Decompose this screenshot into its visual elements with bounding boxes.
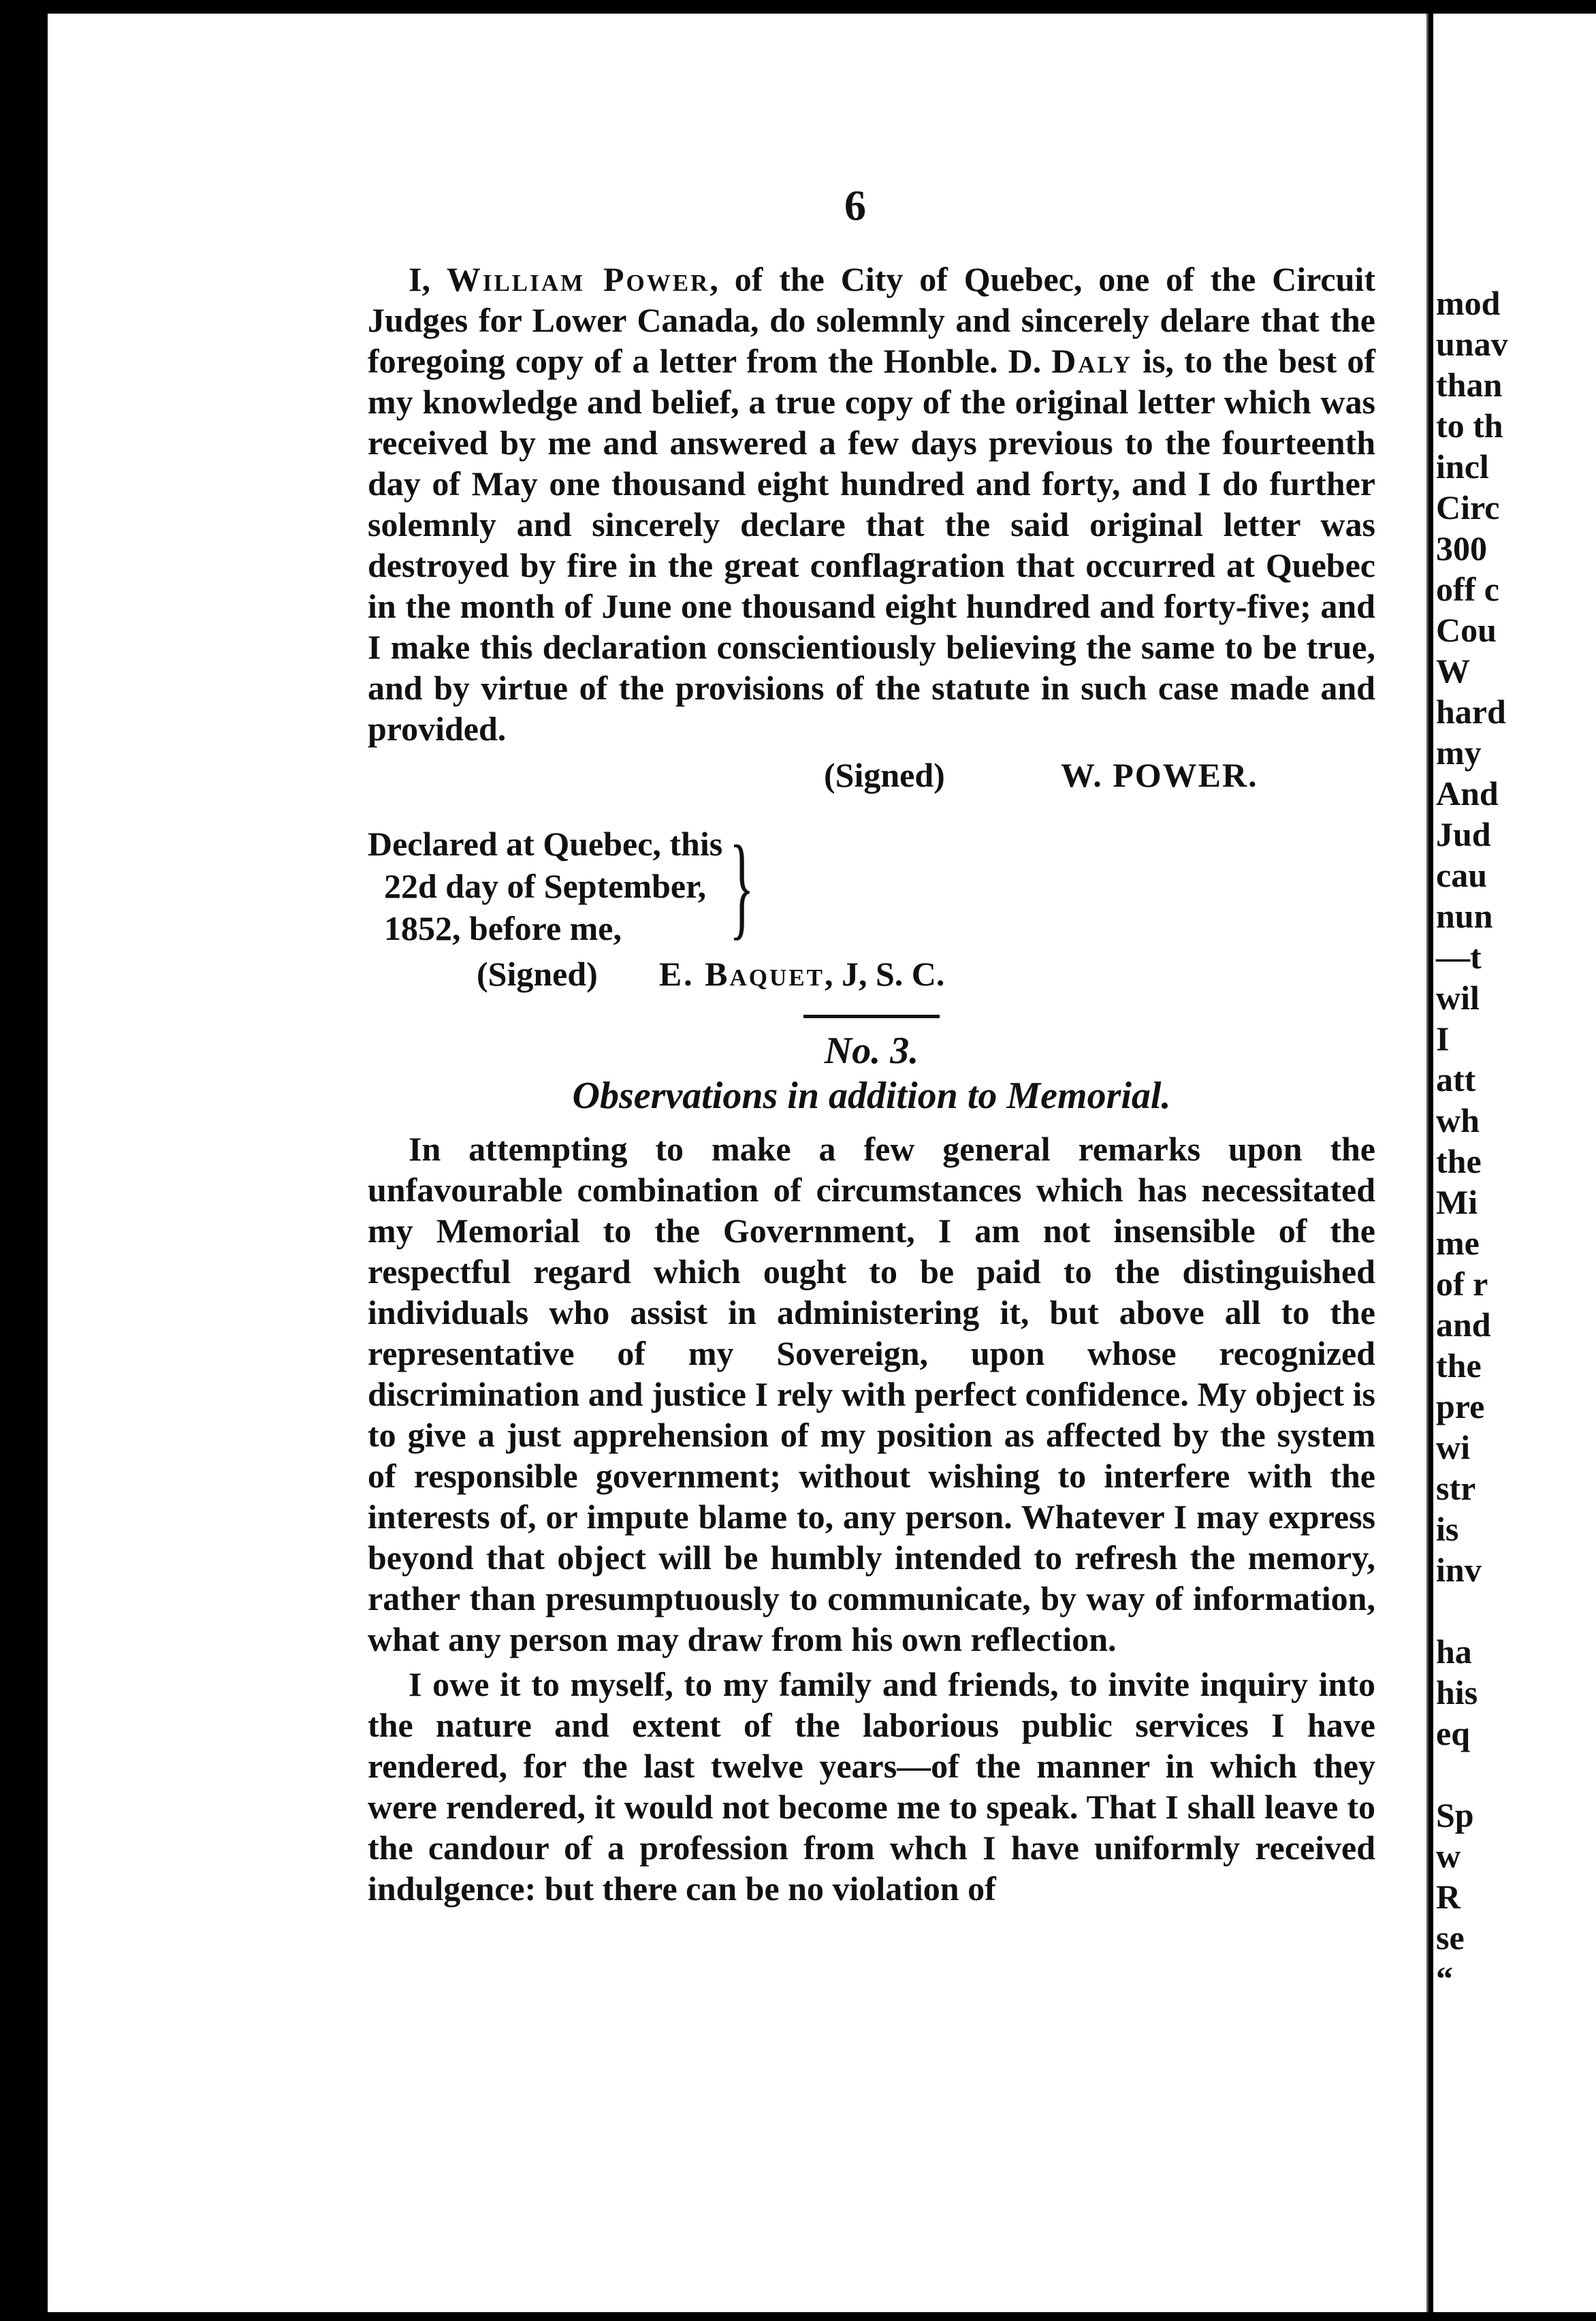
- facing-page-fragment: [1436, 1754, 1508, 1795]
- facing-page-fragment: wh: [1436, 1101, 1480, 1139]
- attestation-block: [368, 823, 1375, 949]
- declaration-text-1: , of the City of Quebec, one of the Circuit Judges for Lower Canada, do solemnly and sincerely delare that the foregoing copy of a letter from the Honble. D.: [368, 260, 1375, 380]
- facing-page-fragment: 300: [1436, 529, 1487, 567]
- facing-page-fragment: Jud: [1436, 815, 1491, 853]
- facing-page-fragment: the: [1436, 1142, 1482, 1180]
- facing-page-fragment: the: [1436, 1346, 1482, 1385]
- declaration-signature-row: [368, 755, 1375, 795]
- facing-page-fragment: R: [1436, 1878, 1461, 1916]
- signature-name: W. POWER.: [1060, 756, 1258, 794]
- facing-page-text: [1436, 283, 1508, 1999]
- facing-page-fragment: wi: [1436, 1428, 1470, 1466]
- facing-page-fragment: is: [1436, 1510, 1459, 1548]
- facing-page-fragment: And: [1436, 774, 1499, 812]
- section-divider: [803, 1015, 940, 1018]
- facing-page-fragment: ha: [1436, 1632, 1472, 1671]
- facing-page-fragment: str: [1436, 1469, 1476, 1507]
- signed-label: (Signed): [824, 756, 945, 794]
- body-paragraph-1: In attempting to make a few general remarks upon the unfavourable combination of circumstances which has necessitated my Memorial to the Government, I am not insensible of the respectful regard which ought to be paid to the distinguished individuals who assist in administering it, but above all to the representative of my Sovereign, upon whose recognized discrimination and justice I rely with perfect confidence. My object is to give a just apprehension of my position as affected by the system of responsible government; without wishing to interfere with the interests of, or impute blame to, any person. Whatever I may express beyond that object will be humbly intended to refresh the memory, rather than presumptuously to communicate, by way of information, what any person may draw from his own reflection.: [368, 1130, 1375, 1658]
- page-content: [368, 259, 1375, 1909]
- facing-page-fragment: inv: [1436, 1551, 1482, 1589]
- facing-page-fragment: cau: [1436, 856, 1487, 894]
- facing-page-fragment: Circ: [1436, 488, 1500, 526]
- attestation-signed-label: (Signed): [477, 955, 598, 993]
- facing-page-fragment: to th: [1436, 407, 1503, 445]
- right-brace-glyph: }: [729, 822, 754, 950]
- facing-page-fragment: W: [1436, 652, 1470, 690]
- facing-page-fragment: pre: [1436, 1387, 1485, 1425]
- facing-page-fragment: and: [1436, 1306, 1491, 1344]
- facing-page-fragment: se: [1436, 1919, 1465, 1957]
- facing-page-fragment: Mi: [1436, 1183, 1478, 1221]
- attestation-signature-row: [368, 953, 1375, 994]
- book-page: [48, 14, 1429, 2312]
- section-title: Observations in addition to Memorial.: [572, 1075, 1171, 1117]
- facing-page-edge: [1433, 14, 1596, 2312]
- declaration-paragraph: [368, 259, 1375, 749]
- commissioner-name: E. Baquet: [658, 955, 825, 993]
- facing-page-fragment: his: [1436, 1673, 1478, 1711]
- facing-page-fragment: me: [1436, 1224, 1480, 1262]
- attestation-line-2: 22d day of September,: [384, 867, 707, 905]
- section-number: No. 3.: [824, 1030, 919, 1072]
- facing-page-fragment: my: [1436, 733, 1482, 772]
- commissioner-title: , J, S. C.: [824, 955, 945, 993]
- page-number: 6: [844, 181, 866, 230]
- facing-page-fragment: of r: [1436, 1265, 1488, 1303]
- attestation-line-1: Declared at Quebec, this: [368, 825, 723, 863]
- attestation-line-3: 1852, before me,: [384, 909, 622, 947]
- facing-page-fragment: off c: [1436, 570, 1499, 608]
- declaration-text-2: is, to the best of my knowledge and belief, a true copy of the original letter which was received by me and answered a few days previous to the fourteenth day of May one thousand eight hundred and forty, and I do further solemnly and sincerely declare that the said original letter was destroyed by fire in the great conflagration that occurred at Quebec in the month of June one thousand eight hundred and forty-five; and I make this declaration conscientiously believing the same to be true, and by virtue of the provisions of the statute in such case made and provided.: [368, 342, 1375, 748]
- facing-page-fragment: “: [1436, 1959, 1453, 1998]
- facing-page-fragment: mod: [1436, 284, 1501, 322]
- facing-page-fragment: wil: [1436, 979, 1480, 1017]
- facing-page-fragment: w: [1436, 1837, 1461, 1875]
- attestation-lines: [368, 823, 722, 949]
- facing-page-fragment: [1436, 1590, 1508, 1631]
- body-paragraph-2: I owe it to myself, to my family and friends, to invite inquiry into the nature and extent of the laborious public services I have rendered, for the last twelve years—of the manner in which they were rendered, it would not become me to speak. That I shall leave to the candour of a profession from whch I have uniformly received indulgence: but there can be no violation of: [368, 1665, 1375, 1908]
- daly-name: Daly: [1051, 342, 1133, 380]
- facing-page-fragment: nun: [1436, 897, 1493, 935]
- facing-page-fragment: hard: [1436, 693, 1506, 731]
- declaration-opening: I,: [409, 260, 447, 298]
- facing-page-fragment: incl: [1436, 447, 1489, 486]
- facing-page-fragment: Sp: [1436, 1796, 1474, 1834]
- facing-page-fragment: I: [1436, 1020, 1450, 1058]
- facing-page-fragment: —t: [1436, 938, 1482, 976]
- facing-page-fragment: Cou: [1436, 611, 1497, 649]
- judge-name: William Power: [446, 260, 710, 298]
- facing-page-fragment: eq: [1436, 1714, 1470, 1752]
- facing-page-fragment: unav: [1436, 325, 1508, 363]
- facing-page-fragment: than: [1436, 366, 1503, 404]
- facing-page-fragment: att: [1436, 1060, 1476, 1099]
